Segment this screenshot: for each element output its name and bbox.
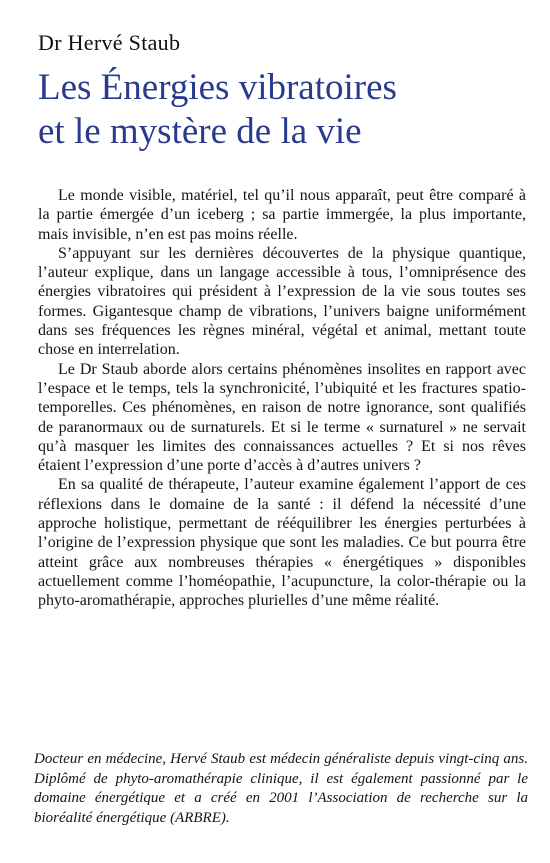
- summary-paragraph-2: S’appuyant sur les dernières découvertes de la physique quantique, l’auteur explique, dans un langage accessible à tous, l’omniprésence des énergies vibratoires qui président à l’expression de la vie sous toutes ses formes. Gigantesque champ de vibrations, l’univers baigne uniformément dans ses fréquences les règnes minéral, végétal et animal, mettant toute chose en interrelation.: [38, 244, 526, 359]
- book-title-line-2: et le mystère de la vie: [38, 111, 362, 152]
- book-title: [38, 66, 538, 154]
- author-biography: Docteur en médecine, Hervé Staub est médecin généraliste depuis vingt-cinq ans. Diplômé de phyto-aromathérapie clinique, il est également passionné par le domaine énergétique et a créé en 2001 l’Association de recherche sur la bioréalité énergétique (ARBRE).: [34, 751, 528, 826]
- book-title-line-1: Les Énergies vibratoires: [38, 67, 397, 108]
- author-name: Dr Hervé Staub: [38, 30, 181, 55]
- summary-paragraph-3: Le Dr Staub aborde alors certains phénomènes insolites en rapport avec l’espace et le temps, tels la synchronicité, l’ubiquité et les fractures spatio-temporelles. Ces phénomènes, en raison de notre ignorance, sont qualifiés de paranormaux ou de surnaturels. Et si le terme « surnaturel » ne servait qu’à masquer les limites des connaissances actuelles ? Et si nos rêves étaient l’expression d’une porte d’accès à d’autres univers ?: [38, 360, 526, 475]
- book-summary: [38, 186, 526, 611]
- summary-paragraph-1: Le monde visible, matériel, tel qu’il nous apparaît, peut être comparé à la partie émergée d’un iceberg ; sa partie immergée, la plus importante, mais invisible, n’en est pas moins réelle.: [38, 187, 526, 243]
- summary-paragraph-4: En sa qualité de thérapeute, l’auteur examine également l’apport de ces réflexions dans le domaine de la santé : il défend la nécessité d’une approche holistique, permettant de rééquilibrer les énergies perturbées à l’origine de l’expression physique que sont les maladies. Ce but pourra être atteint grâce aux nombreuses thérapies « énergétiques » disponibles actuellement comme l’homéopathie, l’acupuncture, la color-thérapie ou la phyto-aromathérapie, approches plurielles d’une même réalité.: [38, 476, 526, 610]
